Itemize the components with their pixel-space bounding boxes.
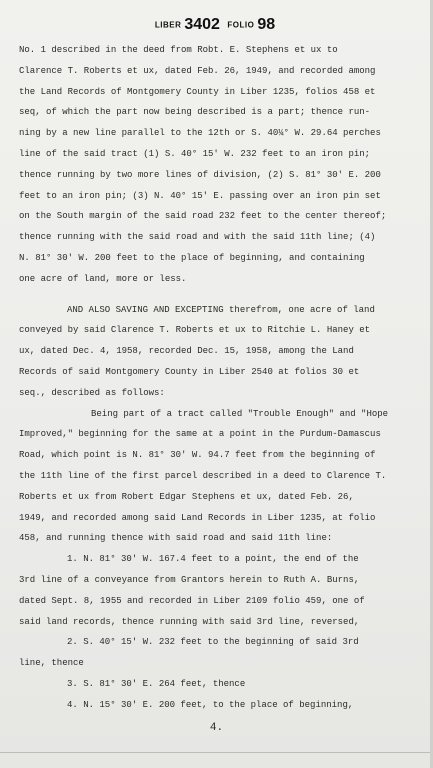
text-line: one acre of land, more or less. bbox=[19, 273, 187, 284]
text-line: thence running by two more lines of division, (2) S. 81° 30' E. 200 bbox=[19, 169, 381, 180]
text-line: Improved," beginning for the same at a point in the Purdum-Damascus bbox=[19, 429, 381, 440]
text-line: 2. S. 40° 15' W. 232 feet to the beginning of said 3rd bbox=[67, 637, 359, 648]
text-line: the 11th line of the first parcel described in a deed to Clarence T. bbox=[19, 470, 387, 481]
text-line: 1949, and recorded among said Land Records in Liber 1235, at folio bbox=[19, 512, 376, 523]
folio-number: 98 bbox=[257, 16, 276, 33]
text-line: thence running with the said road and with the said 11th line; (4) bbox=[19, 232, 376, 243]
paragraph-saving-excepting bbox=[19, 300, 429, 404]
liber-label: LIBER bbox=[154, 20, 182, 30]
liber-number: 3402 bbox=[184, 16, 220, 33]
text-line: feet to an iron pin; (3) N. 40° 15' E. passing over an iron pin set bbox=[19, 190, 381, 201]
text-line: N. 81° 30' W. 200 feet to the place of beginning, and containing bbox=[19, 252, 365, 263]
bottom-rule bbox=[0, 752, 433, 753]
text-line: on the South margin of the said road 232 feet to the center thereof; bbox=[19, 211, 387, 222]
text-line: seq, of which the part now being described is a part; thence run- bbox=[19, 107, 371, 118]
text-line: seq., described as follows: bbox=[19, 387, 165, 398]
paragraph-being-part bbox=[19, 404, 429, 550]
text-line: ux, dated Dec. 4, 1958, recorded Dec. 15, 1958, among the Land bbox=[19, 346, 354, 357]
text-line: Being part of a tract called "Trouble Enough" and "Hope bbox=[91, 408, 389, 419]
text-line: conveyed by said Clarence T. Roberts et ux to Ritchie L. Haney et bbox=[19, 325, 371, 336]
text-line: Roberts et ux from Robert Edgar Stephens et ux, dated Feb. 26, bbox=[19, 491, 354, 502]
paragraph-parcel-description bbox=[19, 40, 429, 290]
text-line: AND ALSO SAVING AND EXCEPTING therefrom, one acre of land bbox=[67, 304, 375, 315]
text-line: dated Sept. 8, 1955 and recorded in Liber 2109 folio 459, one of bbox=[19, 595, 365, 606]
text-line: 1. N. 81° 30' W. 167.4 feet to a point, the end of the bbox=[67, 554, 359, 565]
page-number: 4. bbox=[209, 722, 224, 734]
text-line: Road, which point is N. 81° 30' W. 94.7 feet from the beginning of bbox=[19, 450, 376, 461]
folio-label: FOLIO bbox=[227, 20, 255, 30]
text-line: the Land Records of Montgomery County in Liber 1235, folios 458 et bbox=[19, 86, 376, 97]
text-line: said land records, thence running with said 3rd line, reversed, bbox=[19, 616, 360, 627]
deed-body-text bbox=[19, 40, 429, 716]
text-line: line, thence bbox=[19, 658, 84, 669]
liber-folio-header bbox=[0, 16, 433, 34]
text-line: 4. N. 15° 30' E. 200 feet, to the place of beginning, bbox=[67, 699, 354, 710]
text-line: 458, and running thence with said road and said 11th line: bbox=[19, 533, 333, 544]
text-line: 3rd line of a conveyance from Grantors herein to Ruth A. Burns, bbox=[19, 574, 360, 585]
text-line: ning by a new line parallel to the 12th or S. 40¼° W. 29.64 perches bbox=[19, 128, 381, 139]
text-line: line of the said tract (1) S. 40° 15' W. 232 feet to an iron pin; bbox=[19, 148, 371, 159]
text-line: 3. S. 81° 30' E. 264 feet, thence bbox=[67, 678, 246, 689]
text-line: Clarence T. Roberts et ux, dated Feb. 26, 1949, and recorded among bbox=[19, 65, 376, 76]
metes-and-bounds-courses bbox=[19, 549, 429, 715]
text-line: Records of said Montgomery County in Liber 2540 at folios 30 et bbox=[19, 366, 360, 377]
text-line: No. 1 described in the deed from Robt. E. Stephens et ux to bbox=[19, 45, 338, 55]
